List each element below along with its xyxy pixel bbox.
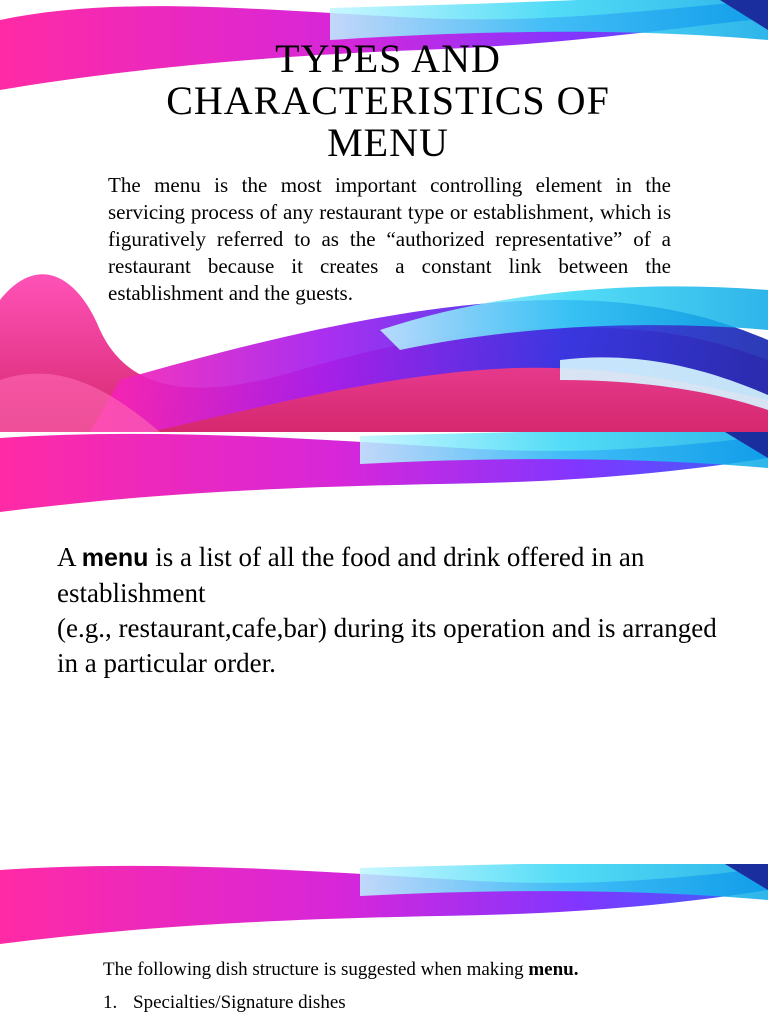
dish-structure-list — [103, 991, 703, 1015]
definition-keyword: menu — [81, 544, 149, 572]
slide-title: TYPES AND CHARACTERISTICS OF MENU — [166, 36, 610, 165]
list-item-text: Specialties/Signature dishes — [133, 992, 346, 1013]
definition-examples: (e.g., restaurant,cafe,bar) during its operation and is arranged in a particular order. — [57, 613, 717, 678]
slide-2 — [0, 432, 768, 864]
structure-intro — [103, 958, 703, 982]
intro-paragraph: The menu is the most important controlling element in the servicing process of any restaurant type or establishment, which is figuratively referred to as the “authorized representative” of a restaurant because it creates a constant link between the establishment and the guests. — [108, 173, 671, 305]
structure-intro-bold: menu. — [528, 959, 579, 980]
list-item — [103, 991, 703, 1015]
list-item-number: 1. — [103, 992, 118, 1013]
slide-1 — [0, 0, 768, 432]
slide-3 — [0, 864, 768, 1024]
definition-lead: A — [57, 542, 82, 572]
definition-rest: is a list of all the food and drink offered in an establishment — [57, 542, 645, 608]
structure-intro-text: The following dish structure is suggested when making — [103, 959, 529, 980]
menu-definition — [57, 540, 717, 681]
